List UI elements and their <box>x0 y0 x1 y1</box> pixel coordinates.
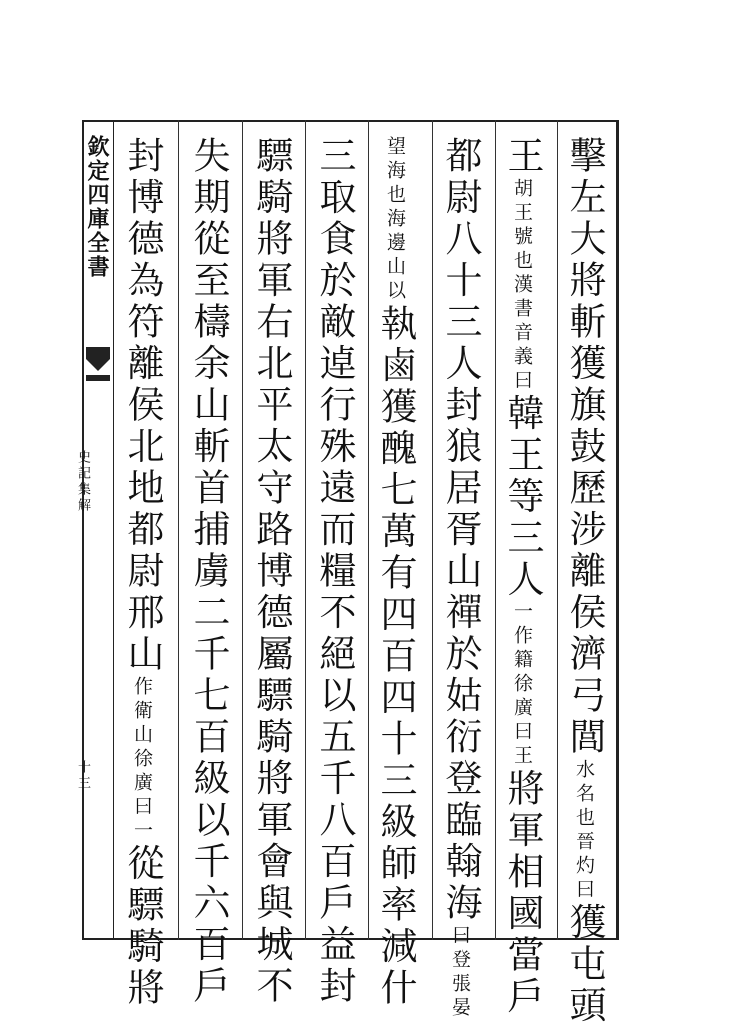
book-title: 欽定四庫全書 <box>86 135 108 279</box>
main-text: 獲屯頭 <box>563 903 606 1027</box>
text-column-8 <box>124 136 161 1010</box>
commentary-line: 張晏 <box>450 973 469 1021</box>
text-column-5: 三取食於敵逴行殊遠而糧不絕以五千八百戶益封 <box>316 136 353 1008</box>
text-column-6: 驃騎將軍右北平太守路博德屬驃騎將軍會與城不 <box>253 136 290 1008</box>
main-text: 封博德為符離侯北地都尉邢山 <box>121 136 164 676</box>
text-column-2 <box>504 136 541 1018</box>
column-rule <box>368 120 369 940</box>
main-text: 王 <box>501 136 544 178</box>
column-rule <box>178 120 179 940</box>
column-rule <box>495 120 496 940</box>
commentary-line: 水名也 <box>574 759 593 831</box>
main-text: 韓王等三人 <box>501 394 544 602</box>
main-text: 從驃騎將 <box>121 844 164 1010</box>
commentary-line: 漢書音義曰 <box>512 274 531 394</box>
commentary-line: 晉灼曰 <box>574 831 593 903</box>
main-text: 擊左大將斬獲旗鼓歷涉離侯濟弓閭 <box>563 136 606 759</box>
text-column-7: 失期從至檮余山斬首捕虜二千七百級以千六百戶 <box>190 136 227 1008</box>
main-text: 執鹵獲醜七萬有四百四十三級師率減什 <box>374 304 417 1010</box>
column-rule <box>432 120 433 940</box>
main-text: 將軍相國當戶 <box>501 769 544 1018</box>
commentary-line: 徐廣曰王 <box>512 673 531 769</box>
commentary-line: 作衛山 <box>132 676 151 748</box>
text-column-3 <box>442 136 479 1021</box>
commentary-line: 徐廣曰一 <box>132 748 151 844</box>
fish-tail-ornament <box>84 345 112 385</box>
volume-title: 史記集解 <box>76 450 89 514</box>
column-rule <box>242 120 243 940</box>
commentary-line: 海邊山以 <box>385 208 404 304</box>
commentary-line: 曰登 <box>450 925 469 973</box>
commentary-line: 一作籍 <box>512 601 531 673</box>
column-rule <box>557 120 558 940</box>
column-rule <box>305 120 306 940</box>
commentary-line: 胡王號也 <box>512 178 531 274</box>
main-text: 都尉八十三人封狼居胥山禪於姑衍登臨翰海 <box>439 136 482 925</box>
page-number: 十三 <box>76 760 89 792</box>
commentary-line: 望海也 <box>385 136 404 208</box>
text-column-4 <box>377 136 414 1010</box>
text-column-1 <box>566 136 603 1027</box>
